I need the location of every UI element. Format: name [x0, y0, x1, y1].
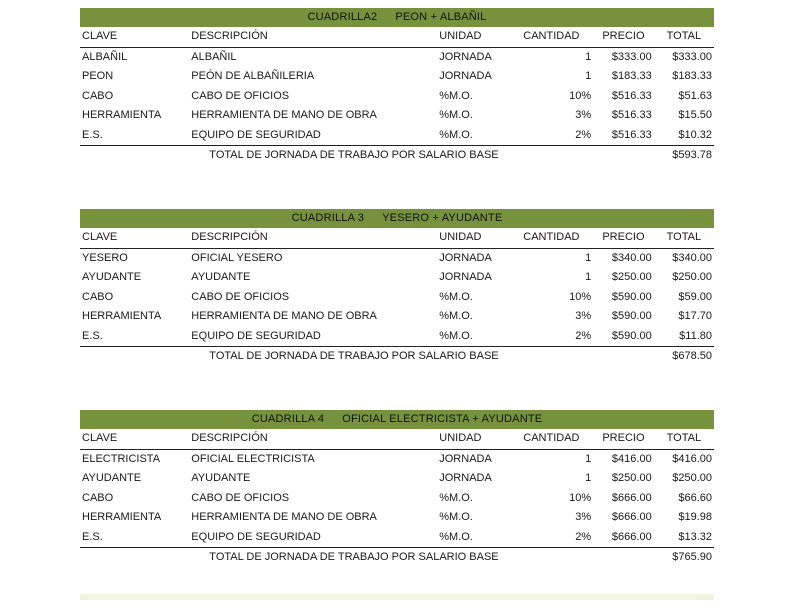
- crew-title-members: OFICIAL ELECTRICISTA + AYUDANTE: [342, 413, 543, 425]
- cell-cantidad: 1: [585, 271, 592, 283]
- cell-total: $15.50: [678, 109, 712, 121]
- col-header-descripcion: DESCRIPCIÓN: [189, 228, 437, 248]
- total-row: [80, 548, 714, 569]
- cell-precio: $333.00: [611, 50, 652, 63]
- cell-clave: ALBAÑIL: [82, 50, 128, 63]
- crew-title-members: YESERO + AYUDANTE: [382, 212, 503, 224]
- col-header-clave: CLAVE: [80, 27, 189, 47]
- cell-clave: AYUDANTE: [82, 472, 142, 484]
- cell-precio: $590.00: [611, 310, 652, 322]
- cell-descripcion: CABO DE OFICIOS: [191, 89, 290, 102]
- cell-unidad: %M.O.: [437, 327, 509, 347]
- header-row: [80, 228, 714, 248]
- col-header-total: TOTAL: [654, 27, 714, 47]
- col-header-precio: PRECIO: [593, 228, 654, 248]
- table-row: [80, 508, 714, 528]
- crew-title-code: CUADRILLA 3: [291, 212, 365, 224]
- cell-descripcion: OFICIAL YESERO: [191, 251, 283, 264]
- cell-cantidad: 1: [585, 251, 592, 264]
- cell-clave: E.S.: [80, 126, 189, 146]
- total-label: TOTAL DE JORNADA DE TRABAJO POR SALARIO BASE: [209, 149, 499, 162]
- cell-unidad: JORNADA: [439, 50, 492, 63]
- table-row: [80, 67, 714, 87]
- cell-precio: $340.00: [611, 251, 652, 264]
- cell-unidad: %M.O.: [439, 109, 473, 121]
- col-header-cantidad: CANTIDAD: [510, 228, 594, 248]
- cell-unidad: %M.O.: [437, 528, 509, 548]
- table-row: [80, 47, 714, 67]
- cell-precio: $590.00: [593, 327, 654, 347]
- crew-table: [80, 228, 714, 367]
- col-header-cantidad: CANTIDAD: [510, 27, 594, 47]
- col-header-cantidad: CANTIDAD: [510, 429, 594, 449]
- cell-total: $59.00: [678, 290, 712, 303]
- col-header-unidad: UNIDAD: [437, 27, 509, 47]
- cell-total: $333.00: [672, 50, 712, 63]
- cell-unidad: %M.O.: [439, 511, 473, 523]
- cell-total: $183.33: [672, 70, 712, 82]
- cell-clave: PEON: [82, 70, 114, 82]
- cell-unidad: %M.O.: [439, 310, 473, 322]
- cell-total: $416.00: [672, 452, 712, 465]
- cell-unidad: %M.O.: [439, 89, 473, 102]
- table-row: [80, 87, 714, 107]
- cell-cantidad: 3%: [575, 511, 592, 523]
- cell-total: $19.98: [678, 511, 712, 523]
- cell-descripcion: AYUDANTE: [191, 271, 251, 283]
- total-row: [80, 146, 714, 167]
- cell-total: $66.60: [678, 491, 712, 504]
- cell-clave: HERRAMIENTA: [82, 109, 162, 121]
- col-header-precio: PRECIO: [593, 429, 654, 449]
- crew-block: [80, 209, 714, 367]
- cell-precio: $250.00: [611, 472, 652, 484]
- crew-table: [80, 27, 714, 166]
- cell-total: $340.00: [672, 251, 712, 264]
- cell-descripcion: EQUIPO DE SEGURIDAD: [189, 126, 437, 146]
- cell-total: $51.63: [678, 89, 712, 102]
- cell-precio: $250.00: [611, 271, 652, 283]
- cell-descripcion: HERRAMIENTA DE MANO DE OBRA: [191, 310, 377, 322]
- cell-total: $11.80: [654, 327, 714, 347]
- cell-precio: $183.33: [611, 70, 652, 82]
- crew-title-code: CUADRILLA2: [307, 11, 378, 23]
- cell-unidad: JORNADA: [439, 70, 492, 82]
- cell-descripcion: EQUIPO DE SEGURIDAD: [189, 528, 437, 548]
- cell-precio: $516.33: [593, 126, 654, 146]
- total-row: [80, 347, 714, 368]
- table-row: [80, 268, 714, 288]
- cell-cantidad: 1: [585, 452, 592, 465]
- crew-title-members: PEON + ALBAÑIL: [395, 11, 487, 23]
- col-header-descripcion: DESCRIPCIÓN: [189, 429, 437, 449]
- cell-total: $17.70: [678, 310, 712, 322]
- cell-precio: $666.00: [593, 528, 654, 548]
- cell-total: $13.32: [654, 528, 714, 548]
- col-header-total: TOTAL: [654, 228, 714, 248]
- col-header-clave: CLAVE: [80, 228, 189, 248]
- cell-clave: ELECTRICISTA: [82, 452, 161, 465]
- cell-descripcion: EQUIPO DE SEGURIDAD: [189, 327, 437, 347]
- cell-clave: YESERO: [82, 251, 128, 264]
- cell-cantidad: 1: [585, 50, 592, 63]
- cell-empty: [80, 146, 189, 167]
- col-header-total: TOTAL: [654, 429, 714, 449]
- cell-descripcion: CABO DE OFICIOS: [191, 491, 290, 504]
- table-row: [80, 288, 714, 308]
- cell-precio: $590.00: [611, 290, 652, 303]
- cell-clave: E.S.: [80, 327, 189, 347]
- cell-cantidad: 3%: [575, 109, 592, 121]
- crew-table: [80, 429, 714, 568]
- table-row: [80, 528, 714, 548]
- col-header-descripcion: DESCRIPCIÓN: [189, 27, 437, 47]
- header-row: [80, 27, 714, 47]
- cell-cantidad: 10%: [569, 89, 592, 102]
- cell-descripcion: OFICIAL ELECTRICISTA: [191, 452, 315, 465]
- grand-total: $593.78: [672, 149, 712, 162]
- cell-unidad: JORNADA: [439, 452, 492, 465]
- crew-block: [80, 410, 714, 568]
- col-header-unidad: UNIDAD: [437, 429, 509, 449]
- cell-unidad: %M.O.: [439, 491, 473, 504]
- cell-total: $10.32: [654, 126, 714, 146]
- header-row: [80, 429, 714, 449]
- cell-precio: $666.00: [611, 491, 652, 504]
- table-row: [80, 469, 714, 489]
- cell-clave: CABO: [82, 89, 114, 102]
- cell-clave: CABO: [82, 491, 114, 504]
- table-row: [80, 489, 714, 509]
- cell-descripcion: HERRAMIENTA DE MANO DE OBRA: [191, 109, 377, 121]
- cell-precio: $666.00: [611, 511, 652, 523]
- cell-clave: HERRAMIENTA: [82, 310, 162, 322]
- cell-precio: $516.33: [611, 109, 652, 121]
- grand-total: $678.50: [672, 350, 712, 363]
- cell-cantidad: 10%: [569, 491, 592, 504]
- crew-title-code: CUADRILLA 4: [251, 413, 325, 425]
- cell-descripcion: ALBAÑIL: [191, 50, 237, 63]
- cell-descripcion: CABO DE OFICIOS: [191, 290, 290, 303]
- cell-precio: $516.33: [611, 89, 652, 102]
- grand-total: $765.90: [672, 551, 712, 564]
- col-header-clave: CLAVE: [80, 429, 189, 449]
- cell-cantidad: 1: [585, 472, 592, 484]
- cell-unidad: JORNADA: [439, 251, 492, 264]
- table-row: [80, 106, 714, 126]
- cell-descripcion: HERRAMIENTA DE MANO DE OBRA: [191, 511, 377, 523]
- cell-total: $250.00: [672, 472, 712, 484]
- cell-empty: [80, 548, 189, 569]
- total-label: TOTAL DE JORNADA DE TRABAJO POR SALARIO BASE: [209, 551, 499, 564]
- cell-clave: HERRAMIENTA: [82, 511, 162, 523]
- cell-cantidad: 10%: [569, 290, 592, 303]
- cell-precio: $416.00: [611, 452, 652, 465]
- total-label: TOTAL DE JORNADA DE TRABAJO POR SALARIO BASE: [209, 350, 499, 363]
- cell-cantidad: 2%: [510, 126, 594, 146]
- col-header-unidad: UNIDAD: [437, 228, 509, 248]
- cell-total: $250.00: [672, 271, 712, 283]
- next-block-edge: [80, 594, 714, 600]
- table-row: [80, 248, 714, 268]
- cell-empty: [80, 347, 189, 368]
- cell-clave: CABO: [82, 290, 114, 303]
- col-header-precio: PRECIO: [593, 27, 654, 47]
- cell-unidad: %M.O.: [439, 290, 473, 303]
- cell-cantidad: 2%: [510, 327, 594, 347]
- cell-unidad: %M.O.: [437, 126, 509, 146]
- crew-title-bar: [80, 410, 714, 429]
- table-row: [80, 126, 714, 146]
- table-row: [80, 327, 714, 347]
- cell-cantidad: 3%: [575, 310, 592, 322]
- crew-title-bar: [80, 209, 714, 228]
- cell-descripcion: PEÓN DE ALBAÑILERIA: [191, 70, 315, 82]
- cell-cantidad: 1: [585, 70, 592, 82]
- cell-clave: E.S.: [80, 528, 189, 548]
- table-row: [80, 307, 714, 327]
- crew-block: [80, 8, 714, 166]
- cell-unidad: JORNADA: [439, 472, 492, 484]
- cell-clave: AYUDANTE: [82, 271, 142, 283]
- table-row: [80, 449, 714, 469]
- cell-unidad: JORNADA: [439, 271, 492, 283]
- cell-cantidad: 2%: [510, 528, 594, 548]
- cost-sheet: [80, 8, 714, 611]
- crew-title-bar: [80, 8, 714, 27]
- cell-descripcion: AYUDANTE: [191, 472, 251, 484]
